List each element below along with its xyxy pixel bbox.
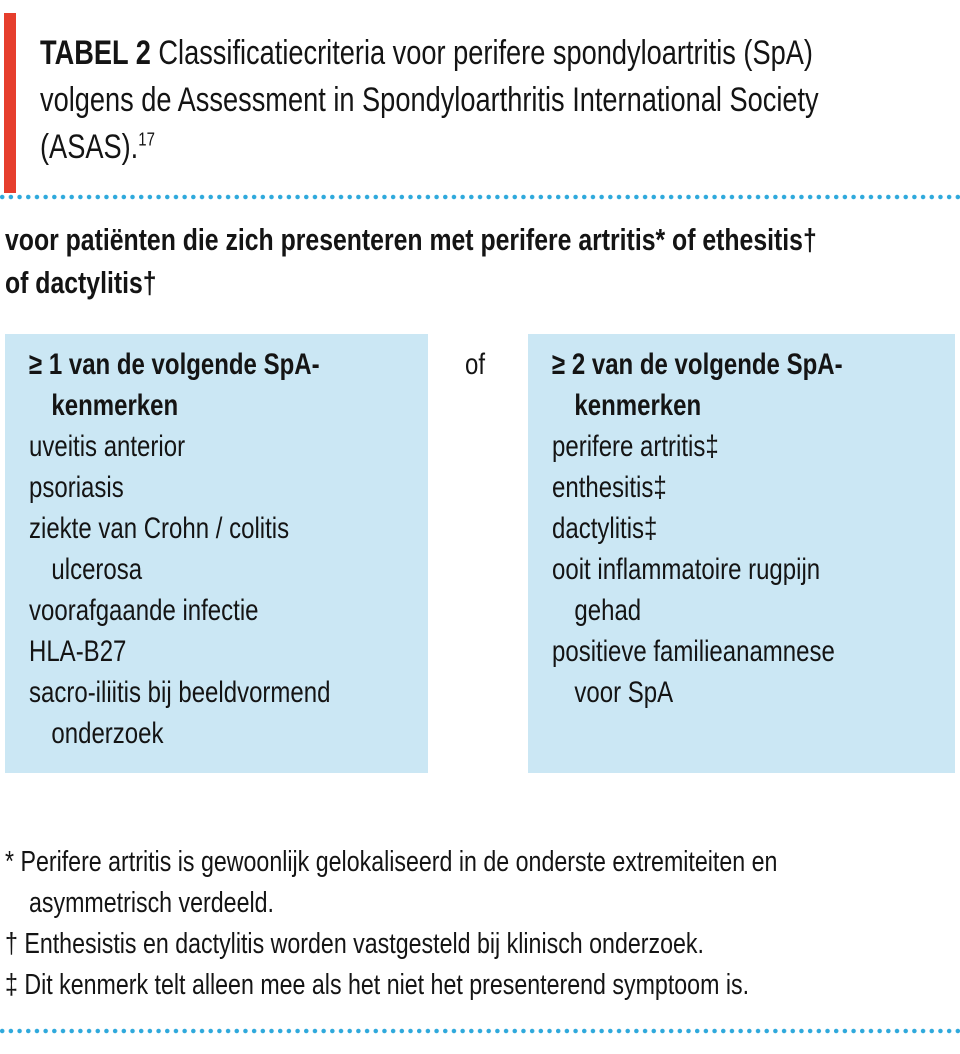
text-line: ≥ 2 van de volgende SpA- <box>552 348 843 381</box>
text-line: voorafgaande infectie <box>29 594 259 627</box>
text-line: sacro-iliitis bij beeldvormend <box>29 676 331 709</box>
or-connector <box>465 344 490 385</box>
text-line: perifere artritis‡ <box>552 430 719 463</box>
text-line: † Enthesistis en dactylitis worden vastgesteld bij klinisch onderzoek. <box>5 928 704 960</box>
table-number-label: TABEL 2 <box>40 34 151 72</box>
text-line: onderzoek <box>51 717 164 750</box>
title-text: (ASAS). <box>40 128 139 166</box>
or-label: of <box>465 348 486 381</box>
text-line: psoriasis <box>29 471 124 504</box>
title-line <box>40 124 960 171</box>
text-line: * Perifere artritis is gewoonlijk gelokaliseerd in de onderste extremiteiten en <box>5 846 778 878</box>
criteria-item <box>29 590 420 631</box>
text-line: enthesitis‡ <box>552 471 667 504</box>
criteria-item <box>552 467 947 508</box>
criteria-item <box>552 508 947 549</box>
intro-line: voor patiënten die zich presenteren met perifere artritis* of ethesitis† <box>5 222 817 257</box>
intro-line: of dactylitis† <box>5 265 157 300</box>
title-line: volgens de Assessment in Spondyloarthritis International Society <box>40 81 819 119</box>
text-line: positieve familieanamnese <box>552 635 835 668</box>
criteria-item <box>552 426 947 467</box>
text-line: ≥ 1 van de volgende SpA- <box>29 348 320 381</box>
criteria-box-left-items <box>29 426 420 754</box>
text-line: ooit inflammatoire rugpijn <box>552 553 821 586</box>
criteria-box-right-items <box>552 426 947 713</box>
criteria-box-right <box>528 334 955 773</box>
text-line: ulcerosa <box>51 553 143 586</box>
title-line <box>40 30 960 77</box>
criteria-box-right-header <box>552 344 947 426</box>
criteria-item <box>29 467 420 508</box>
text-line: uveitis anterior <box>29 430 186 463</box>
criteria-item <box>5 842 960 924</box>
intro-text <box>5 218 960 304</box>
criteria-item <box>29 672 420 754</box>
text-line: kenmerken <box>51 389 179 422</box>
criteria-box-left <box>5 334 428 773</box>
text-line: dactylitis‡ <box>552 512 658 545</box>
text-line: gehad <box>574 594 642 627</box>
text-line: asymmetrisch verdeeld. <box>29 887 274 919</box>
dotted-divider-top <box>0 194 960 200</box>
text-line: voor SpA <box>574 676 674 709</box>
text-line: ziekte van Crohn / colitis <box>29 512 290 545</box>
red-accent-bar <box>4 13 16 193</box>
text-line: HLA-B27 <box>29 635 127 668</box>
criteria-item <box>5 965 960 1006</box>
footnotes <box>5 842 960 1006</box>
dotted-divider-bottom <box>0 1028 960 1034</box>
table-title <box>40 30 960 171</box>
text-line: ‡ Dit kenmerk telt alleen mee als het niet het presenterend symptoom is. <box>5 969 750 1001</box>
reference-superscript: 17 <box>138 128 155 150</box>
criteria-item <box>552 549 947 631</box>
text-line: kenmerken <box>574 389 702 422</box>
title-text: Classificatiecriteria voor perifere spondyloartritis (SpA) <box>150 34 813 72</box>
criteria-item <box>29 426 420 467</box>
criteria-item <box>552 631 947 713</box>
criteria-item <box>29 508 420 590</box>
criteria-box-left-header <box>29 344 420 426</box>
criteria-item <box>5 924 960 965</box>
criteria-item <box>29 631 420 672</box>
